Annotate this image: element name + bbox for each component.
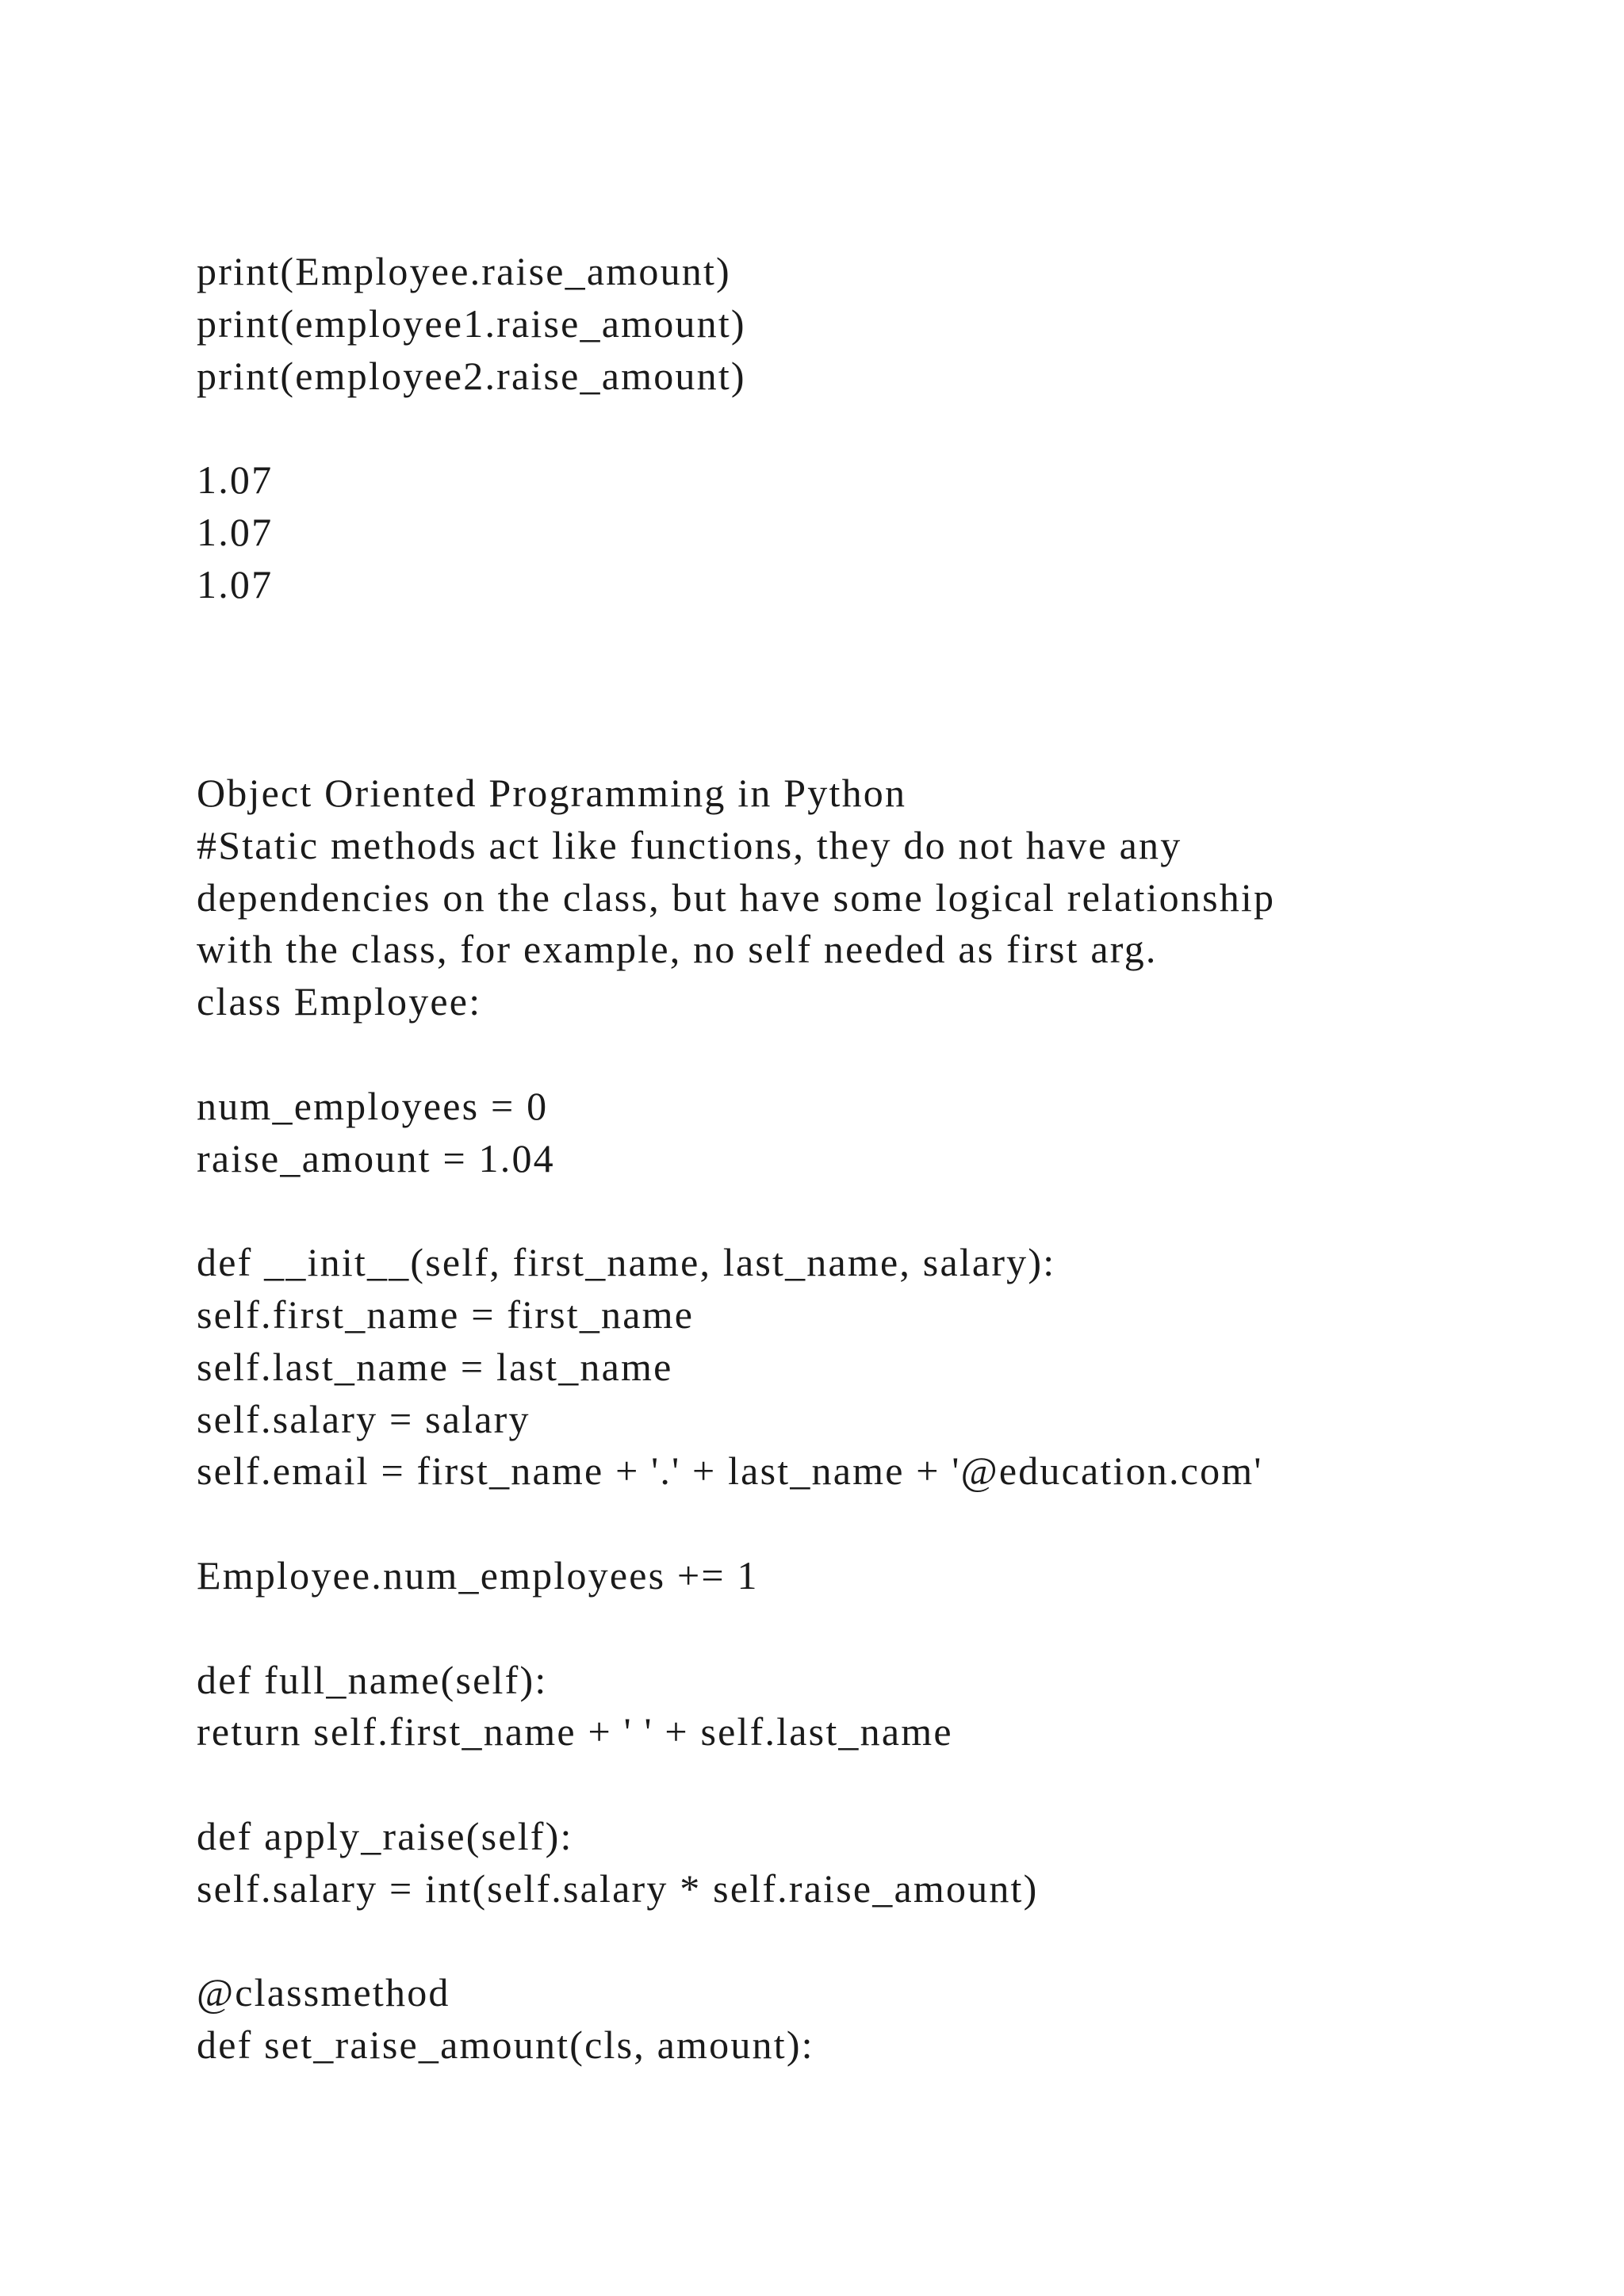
blank-line <box>197 1602 1545 1655</box>
text-line: def set_raise_amount(cls, amount): <box>197 2022 814 2068</box>
text-line: raise_amount = 1.04 <box>197 1135 555 1181</box>
text-line: self.email = first_name + '.' + last_name + '@education.com' <box>197 1448 1263 1494</box>
text-line: print(employee2.raise_amount) <box>197 353 746 398</box>
blank-line <box>197 715 1545 767</box>
text-line: def full_name(self): <box>197 1657 548 1702</box>
text-line: def __init__(self, first_name, last_name, salary): <box>197 1240 1056 1285</box>
text-line: def apply_raise(self): <box>197 1813 573 1858</box>
text-line: with the class, for example, no self needed as first arg. <box>197 927 1158 972</box>
blank-line <box>197 663 1545 715</box>
blank-line <box>197 1758 1545 1811</box>
document-body <box>197 246 1545 2072</box>
text-line: class Employee: <box>197 979 482 1024</box>
blank-line <box>197 1028 1545 1081</box>
text-line: print(employee1.raise_amount) <box>197 300 746 346</box>
text-line: dependencies on the class, but have some logical relationship <box>197 874 1276 920</box>
text-line: print(Employee.raise_amount) <box>197 249 731 293</box>
blank-line <box>197 1184 1545 1237</box>
text-line: self.salary = salary <box>197 1396 530 1441</box>
text-line: #Static methods act like functions, they do not have any <box>197 822 1182 867</box>
blank-line <box>197 611 1545 664</box>
section-heading: Object Oriented Programming in Python <box>197 770 907 815</box>
blank-line <box>197 1498 1545 1550</box>
text-line: num_employees = 0 <box>197 1083 549 1128</box>
text-line: self.first_name = first_name <box>197 1292 695 1337</box>
text-line: return self.first_name + ' ' + self.last_name <box>197 1709 953 1755</box>
text-line: 1.07 <box>197 509 274 554</box>
text-line: self.last_name = last_name <box>197 1344 673 1389</box>
text-line: @classmethod <box>197 1970 450 2015</box>
text-line: self.salary = int(self.salary * self.raise_amount) <box>197 1866 1039 1911</box>
blank-line <box>197 1915 1545 1968</box>
text-line: Employee.num_employees += 1 <box>197 1552 759 1598</box>
text-line: 1.07 <box>197 561 274 607</box>
blank-line <box>197 402 1545 454</box>
text-line: 1.07 <box>197 457 274 503</box>
